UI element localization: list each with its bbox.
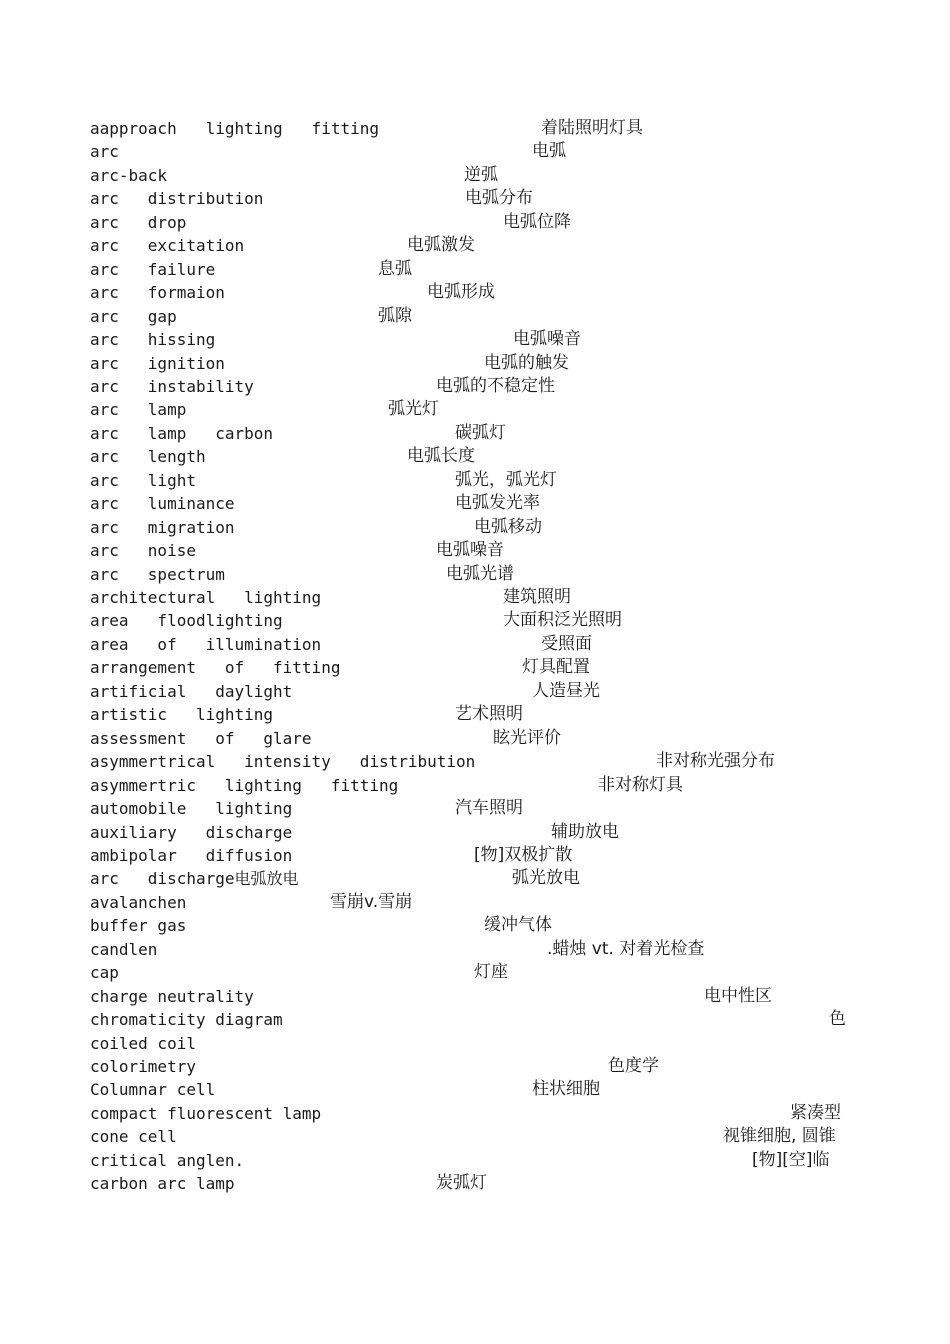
glossary-term: asymmertric lighting fitting xyxy=(90,776,399,795)
glossary-term: arc excitation xyxy=(90,236,245,255)
glossary-translation: 受照面 xyxy=(541,634,592,654)
glossary-term: arc formaion xyxy=(90,283,225,302)
glossary-translation: 电弧位降 xyxy=(503,212,571,232)
glossary-term: arc failure xyxy=(90,260,216,279)
glossary-term: arc light xyxy=(90,471,196,490)
glossary-term: chromaticity diagram xyxy=(90,1010,283,1029)
glossary-term: arc discharge电弧放电 xyxy=(90,869,299,888)
glossary-translation: 非对称光强分布 xyxy=(656,751,775,771)
glossary-term: carbon arc lamp xyxy=(90,1174,235,1193)
glossary-translation: 电弧光谱 xyxy=(446,564,514,584)
glossary-translation: 艺术照明 xyxy=(455,704,523,724)
glossary-translation: 紧凑型 xyxy=(790,1103,841,1123)
glossary-translation: 炭弧灯 xyxy=(436,1173,487,1193)
glossary-translation: 碳弧灯 xyxy=(455,423,506,443)
glossary-translation: 着陆照明灯具 xyxy=(541,118,643,138)
glossary-translation: 电弧噪音 xyxy=(513,329,581,349)
glossary-term: ambipolar diffusion xyxy=(90,846,293,865)
glossary-term: arc luminance xyxy=(90,494,235,513)
glossary-term: auxiliary discharge xyxy=(90,823,293,842)
glossary-translation: 汽车照明 xyxy=(455,798,523,818)
glossary-translation: 逆弧 xyxy=(464,165,498,185)
glossary-translation: 视锥细胞, 圆锥 xyxy=(723,1126,836,1146)
glossary-translation: 非对称灯具 xyxy=(598,775,683,795)
glossary-term: cone cell xyxy=(90,1127,177,1146)
glossary-term: arc drop xyxy=(90,213,187,232)
glossary-term: arc gap xyxy=(90,307,177,326)
glossary-translation: 电弧移动 xyxy=(474,517,542,537)
glossary-term: charge neutrality xyxy=(90,987,254,1006)
glossary-translation: 电弧 xyxy=(532,141,566,161)
glossary-term: artistic lighting xyxy=(90,705,274,724)
glossary-translation: 息弧 xyxy=(378,259,412,279)
glossary-translation: 雪崩v.雪崩 xyxy=(330,892,413,912)
glossary-term: arc lamp carbon xyxy=(90,424,274,443)
glossary-translation: 色度学 xyxy=(608,1056,659,1076)
glossary-term: arc xyxy=(90,142,119,161)
glossary-term: cap xyxy=(90,963,119,982)
glossary-term: buffer gas xyxy=(90,916,187,935)
glossary-translation: 电弧的不稳定性 xyxy=(436,376,555,396)
glossary-translation: 电弧长度 xyxy=(407,446,475,466)
glossary-translation: 人造昼光 xyxy=(532,681,600,701)
glossary-term: coiled coil xyxy=(90,1034,196,1053)
glossary-translation: 柱状细胞 xyxy=(532,1079,600,1099)
glossary-translation: 电弧噪音 xyxy=(436,540,504,560)
glossary-translation: 电弧分布 xyxy=(465,188,533,208)
glossary-translation: [物]双极扩散 xyxy=(474,845,573,865)
glossary-term: arc-back xyxy=(90,166,168,185)
glossary-translation: 电弧的触发 xyxy=(484,353,569,373)
glossary-term: arc noise xyxy=(90,541,196,560)
glossary-term: arc spectrum xyxy=(90,565,225,584)
glossary-term: arc migration xyxy=(90,518,235,537)
glossary-translation: 灯座 xyxy=(474,962,508,982)
glossary-term: artificial daylight xyxy=(90,682,293,701)
glossary-translation: 辅助放电 xyxy=(551,822,619,842)
glossary-term: compact fluorescent lamp xyxy=(90,1104,322,1123)
glossary-translation: 色 xyxy=(829,1009,846,1029)
glossary-term: aapproach lighting fitting xyxy=(90,119,379,138)
glossary-translation: [物][空]临 xyxy=(752,1150,830,1170)
glossary-translation: 建筑照明 xyxy=(503,587,571,607)
glossary-term: arrangement of fitting xyxy=(90,658,341,677)
glossary-term: asymmertrical intensity distribution xyxy=(90,752,476,771)
glossary-translation: .蜡烛 vt. 对着光检查 xyxy=(547,939,705,959)
glossary-term: candlen xyxy=(90,940,158,959)
glossary-term: arc instability xyxy=(90,377,254,396)
glossary-term: Columnar cell xyxy=(90,1080,216,1099)
glossary-translation: 弧隙 xyxy=(378,306,412,326)
glossary-term: area of illumination xyxy=(90,635,322,654)
glossary-term: arc lamp xyxy=(90,400,187,419)
glossary-translation: 弧光灯 xyxy=(388,399,439,419)
glossary-translation: 电弧激发 xyxy=(407,235,475,255)
glossary-term: area floodlighting xyxy=(90,611,283,630)
glossary-term: assessment of glare xyxy=(90,729,312,748)
glossary-translation: 弧光，弧光灯 xyxy=(455,470,557,490)
glossary-term: arc hissing xyxy=(90,330,216,349)
glossary-term: avalanchen xyxy=(90,893,187,912)
glossary-term: architectural lighting xyxy=(90,588,322,607)
glossary-translation: 弧光放电 xyxy=(512,868,580,888)
glossary-term: automobile lighting xyxy=(90,799,293,818)
glossary-translation: 眩光评价 xyxy=(493,728,561,748)
glossary-term: colorimetry xyxy=(90,1057,196,1076)
glossary-term: arc ignition xyxy=(90,354,225,373)
glossary-translation: 缓冲气体 xyxy=(484,915,552,935)
glossary-term: arc distribution xyxy=(90,189,264,208)
glossary-translation: 电中性区 xyxy=(704,986,772,1006)
glossary-translation: 灯具配置 xyxy=(522,657,590,677)
glossary-translation: 大面积泛光照明 xyxy=(503,610,622,630)
glossary-translation: 电弧形成 xyxy=(427,282,495,302)
glossary-translation: 电弧发光率 xyxy=(455,493,540,513)
glossary-term: arc length xyxy=(90,447,206,466)
glossary-term: critical anglen. xyxy=(90,1151,245,1170)
